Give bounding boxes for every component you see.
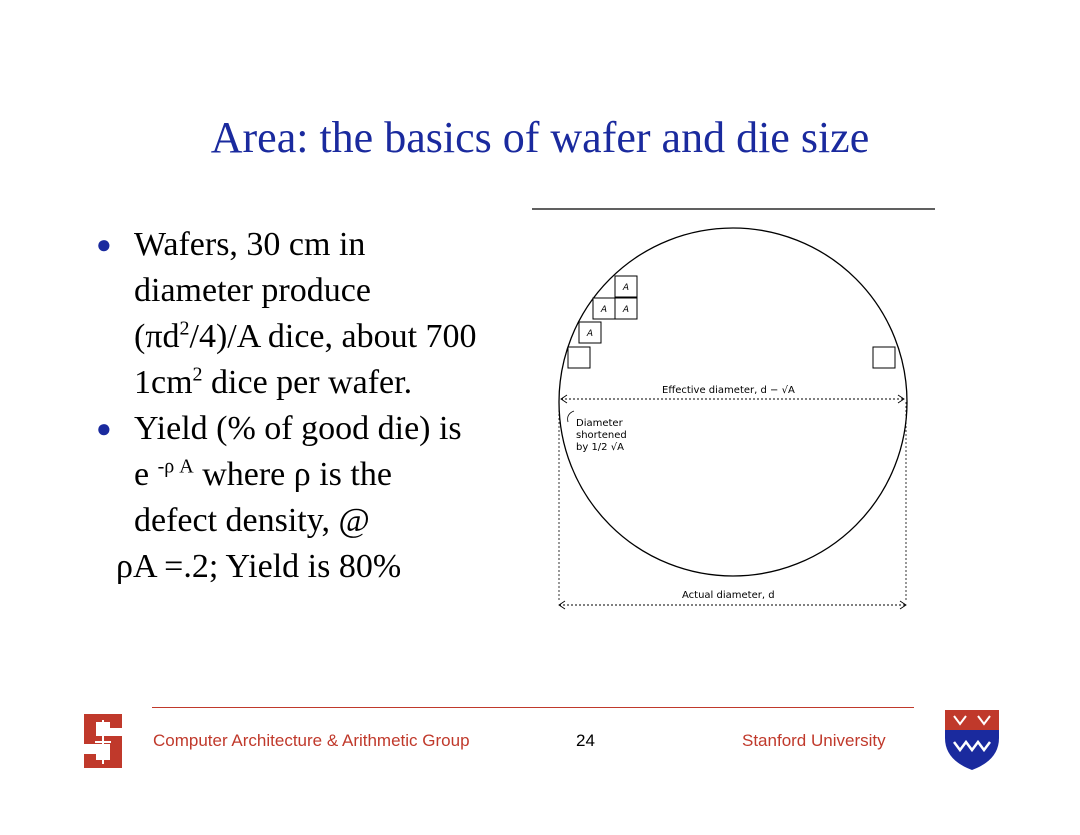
footer-university: Stanford University (742, 731, 886, 750)
shield-crest-icon (942, 708, 1002, 772)
bullet-line (134, 360, 536, 406)
text-run: (πd (134, 318, 180, 355)
bullet-list (96, 222, 536, 590)
wafer-circle (559, 228, 907, 576)
die-label: A (586, 329, 594, 339)
bullet-continuation: ρA =.2; Yield is 80% (116, 548, 402, 585)
text-run: where ρ is the (193, 456, 392, 493)
die-label: A (622, 305, 630, 315)
die-square (568, 347, 590, 368)
bullet-line (134, 314, 536, 360)
footer-divider (152, 707, 914, 708)
die-square (873, 347, 895, 368)
stanford-s-logo-icon (80, 710, 126, 772)
slide-title: Area: the basics of wafer and die size (210, 113, 870, 162)
text-run: e (134, 456, 158, 493)
bullet-line (134, 452, 536, 498)
die-label: A (600, 305, 608, 315)
footer-group-name: Computer Architecture & Arithmetic Group (153, 731, 470, 750)
text-run: 1cm (134, 364, 193, 401)
page-number: 24 (576, 731, 595, 750)
text-run: /4)/A dice, about 700 (189, 318, 477, 355)
bullet-line: Yield (% of good die) is (134, 410, 462, 447)
shortened-label: shortened (576, 430, 627, 441)
superscript: 2 (192, 363, 203, 386)
bullet-item-yield (96, 406, 536, 544)
bullet-line: Wafers, 30 cm in (134, 226, 366, 263)
superscript: 2 (179, 317, 190, 340)
shortened-label: by 1/2 √A (576, 442, 624, 453)
superscript: -ρ A (157, 455, 194, 478)
shortened-label: Diameter (576, 418, 623, 429)
wafer-diagram (530, 200, 940, 620)
die-label: A (622, 283, 630, 293)
bullet-item-wafers (96, 222, 536, 406)
bullet-icon: ● (96, 414, 112, 443)
bullet-icon: ● (96, 230, 112, 259)
effective-diameter-label: Effective diameter, d − √A (662, 385, 795, 396)
shortened-bracket (568, 411, 574, 422)
die-squares (568, 276, 895, 368)
bullet-line: diameter produce (134, 272, 371, 309)
text-run: dice per wafer. (202, 364, 413, 401)
actual-diameter-label: Actual diameter, d (682, 590, 775, 601)
bullet-line: defect density, @ (134, 502, 370, 539)
